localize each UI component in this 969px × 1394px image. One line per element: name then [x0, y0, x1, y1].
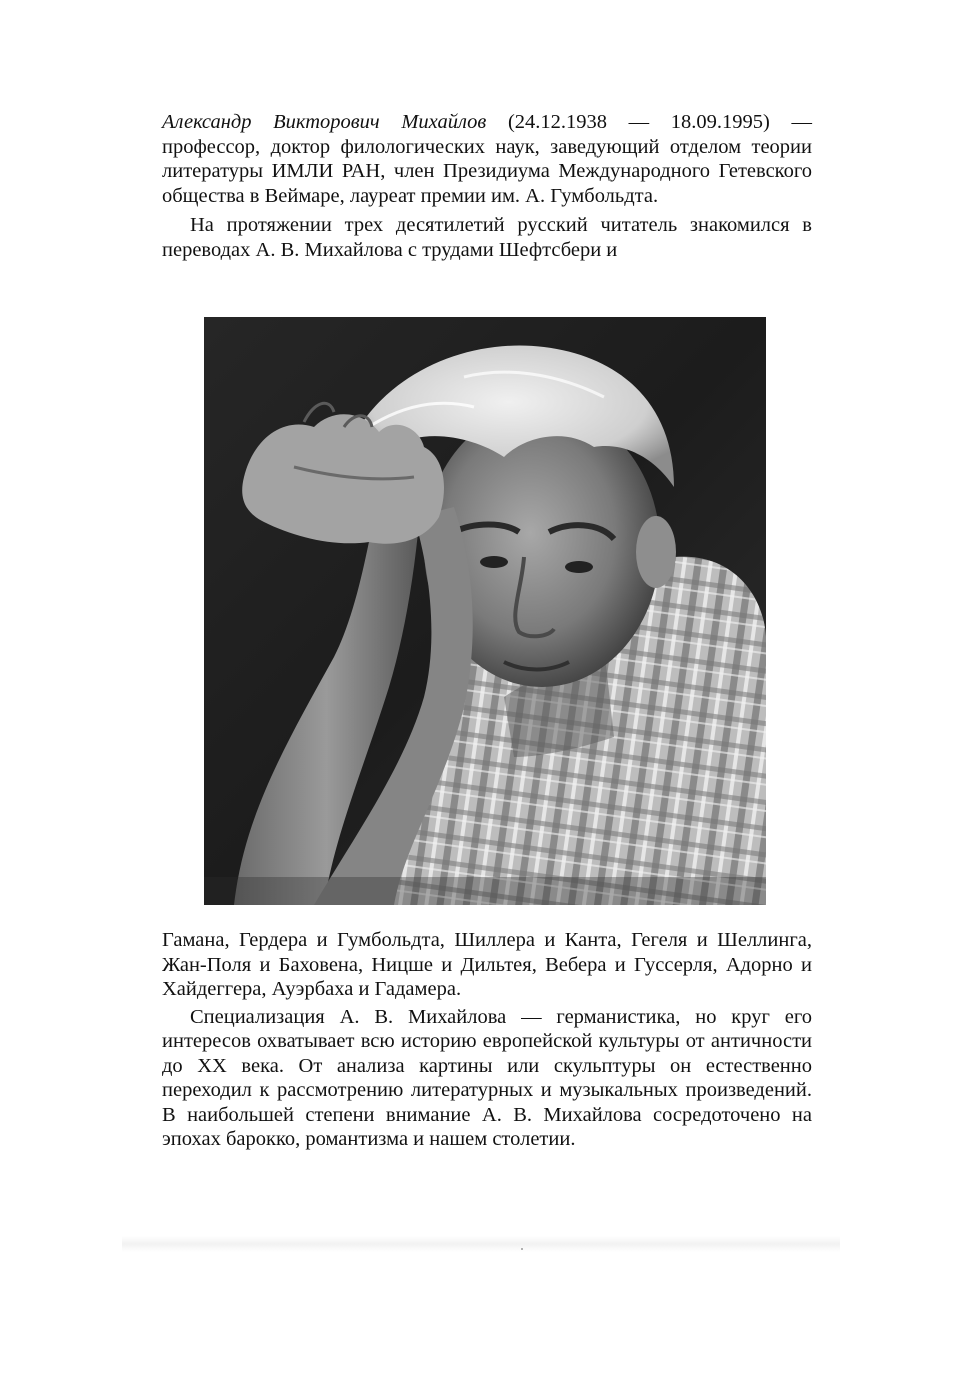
intro-paragraph [162, 110, 812, 208]
portrait-illustration [204, 317, 766, 905]
specialization-paragraph: Специализация А. В. Михайлова — германистика, но круг его интересов охватывает всю историю европейской культуры от античности до XX века. От анализа картины или скульптуры он естественно переходил к рассмотрению литературных и музыкальных произведений. В наибольшей степени внимание А. В. Михайлова сосредоточено на эпохах барокко, романтизма и нашем столетии. [162, 1005, 812, 1150]
scan-artifact-band [122, 1236, 840, 1252]
intro-text: (24.12.1938 — 18.09.1995) — профессор, доктор филологических наук, заведующий отделом теории литературы ИМЛИ РАН, член Президиума Международного Гетевского общества в Веймаре, лауреат премии им. А. Гумбольдта. [162, 111, 813, 207]
lower-text-block [162, 928, 812, 1152]
right-eye [565, 561, 593, 573]
clasped-hands [242, 414, 444, 543]
left-eye [480, 556, 508, 568]
photo-bottom-shadow [204, 877, 766, 905]
ear [636, 516, 676, 588]
scan-artifact-dot [521, 1248, 523, 1250]
person-name: Александр Викторович Михайлов [162, 111, 487, 133]
translations-paragraph-end: Гамана, Гердера и Гумбольдта, Шиллера и Канта, Гегеля и Шеллинга, Жан-Поля и Баховена, Ницше и Дильтея, Вебера и Гуссерля, Адорно и Хайдеггера, Ауэрбаха и Гадамера. [162, 929, 812, 1000]
upper-text-block [162, 110, 812, 262]
translations-paragraph-start: На протяжении трех десятилетий русский читатель знакомился в переводах А. В. Михайлова с трудами Шефтсбери и [162, 214, 812, 261]
portrait-photo [204, 317, 766, 905]
